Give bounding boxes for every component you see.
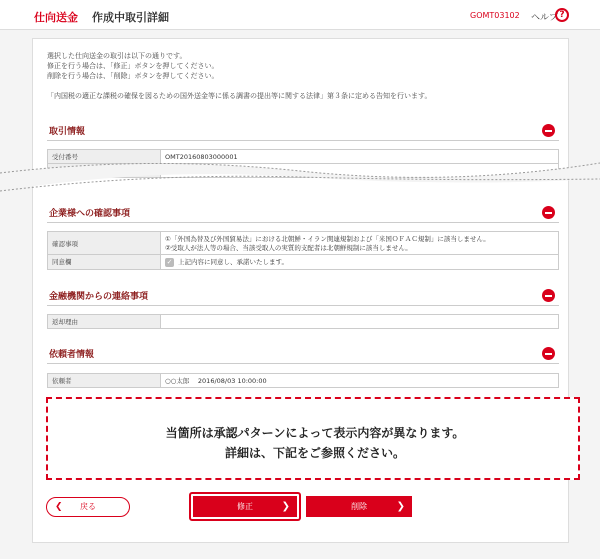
table-row (48, 315, 559, 329)
section-title: 依頼者情報 (49, 350, 95, 360)
section-title: 取引情報 (49, 127, 86, 137)
legal-notice: 「内国税の適正な課税の確保を図るための国外送金等に係る調書の提出等に関する法律」第３条に定める告知を行います。 (47, 92, 432, 100)
back-label: 戻る (80, 502, 96, 511)
intro-line: 削除を行う場合は、「削除」ボタンを押してください。 (47, 72, 219, 80)
section-title: 企業様への確認事項 (49, 209, 131, 219)
table-row (48, 255, 559, 270)
pattern-notice-box (46, 397, 580, 480)
confirm-item: ①「外国為替及び外国貿易法」における北朝鮮・イラン関連規制および「米国ＯＦＡＣ規制」に該当しません。 (165, 235, 490, 243)
chevron-right-icon: ❯ (396, 501, 405, 512)
chevron-left-icon: ❮ (55, 502, 63, 512)
help-icon[interactable]: ? (555, 8, 569, 22)
requester-table (47, 373, 559, 388)
table-row (48, 374, 559, 388)
row-value: ○○太郎 2016/08/03 10:00:00 (161, 374, 559, 388)
help-link[interactable]: ヘルプ (531, 13, 559, 23)
intro-line: 修正を行う場合は、「修正」ボタンを押してください。 (47, 62, 219, 70)
chevron-right-icon: ❯ (281, 501, 290, 512)
collapse-icon[interactable] (542, 124, 555, 137)
section-title: 金融機関からの連絡事項 (49, 292, 149, 302)
edit-label: 修正 (237, 502, 253, 511)
table-row (48, 232, 559, 255)
notice-line: 詳細は、下記をご参照ください。 (224, 446, 405, 460)
row-value (161, 232, 559, 255)
page-title: 作成中取引詳細 (92, 11, 169, 24)
row-value: OMT20160803000001 (161, 150, 559, 164)
row-label: 確認事項 (48, 232, 161, 255)
agree-label: 上記内容に同意し、承諾いたします。 (178, 258, 288, 266)
row-label: 依頼者 (48, 374, 161, 388)
section-requester-header[interactable] (47, 342, 559, 364)
header-bar (0, 0, 600, 30)
delete-button[interactable] (306, 496, 412, 517)
row-label: 返却理由 (48, 315, 161, 329)
app-title[interactable]: 仕向送金 (34, 11, 78, 24)
section-confirmation-header[interactable] (47, 201, 559, 223)
omission-wave (0, 143, 600, 201)
row-value (161, 255, 559, 270)
pattern-notice-text (48, 423, 582, 463)
notice-line: 当箇所は承認パターンによって表示内容が異なります。 (165, 426, 465, 440)
row-value (161, 315, 559, 329)
intro-text (47, 51, 219, 81)
screen-id: GOMT03102 (470, 11, 520, 20)
delete-label: 削除 (351, 502, 367, 511)
edit-button[interactable] (193, 496, 297, 517)
section-bank-contact-header[interactable] (47, 284, 559, 306)
bank-contact-table (47, 314, 559, 329)
section-transaction-header[interactable] (47, 119, 559, 141)
row-label: 同意欄 (48, 255, 161, 270)
confirmation-table (47, 231, 559, 270)
back-button[interactable] (46, 497, 130, 517)
confirm-item: ②受取人が法人等の場合、当該受取人の実質的支配者は北朝鮮規制に該当しません。 (165, 244, 412, 252)
collapse-icon[interactable] (542, 289, 555, 302)
collapse-icon[interactable] (542, 347, 555, 360)
agree-checkbox[interactable]: ✓ (166, 257, 173, 266)
row-label: 受付番号 (48, 150, 161, 164)
collapse-icon[interactable] (542, 206, 555, 219)
intro-line: 選択した仕向送金の取引は以下の通りです。 (47, 52, 187, 60)
